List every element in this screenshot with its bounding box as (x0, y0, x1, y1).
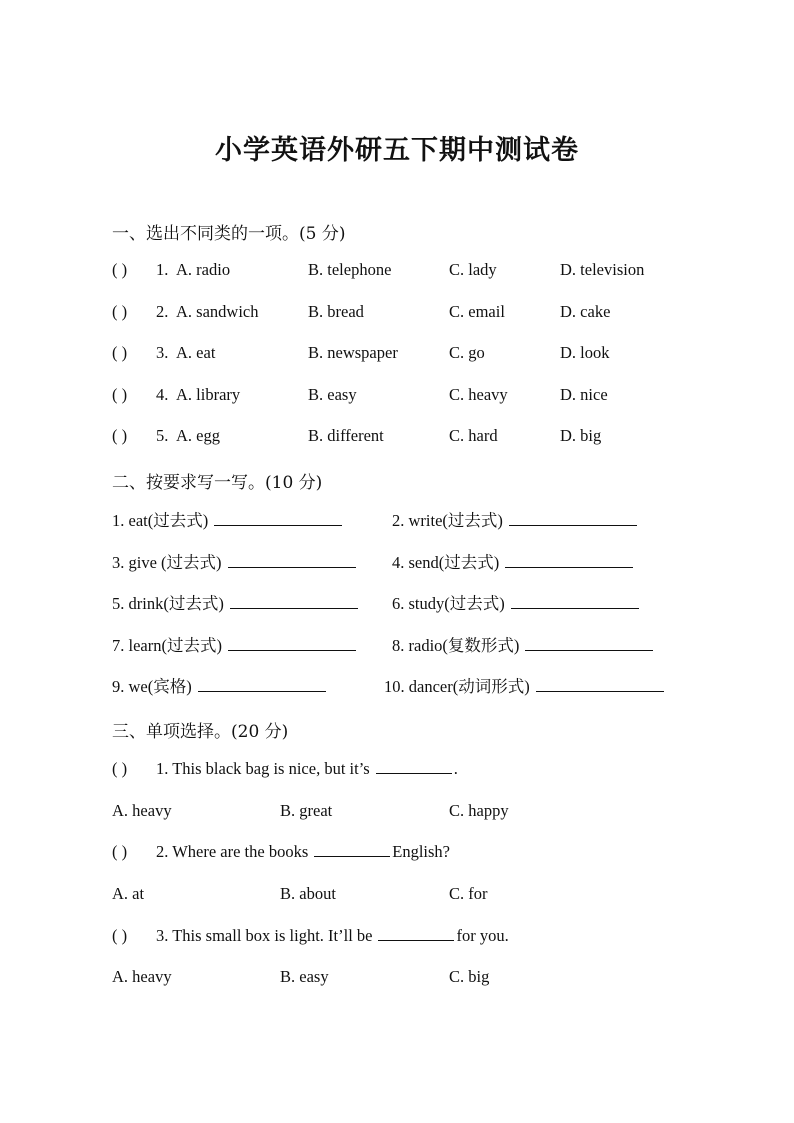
option-c: C. happy (449, 801, 509, 820)
stem-text: 2. Where are the books (156, 842, 309, 861)
section1-question-5 (112, 424, 712, 448)
option-d: D. nice (560, 385, 608, 404)
section3-heading: 三、单项选择。(20 分) (112, 722, 289, 742)
option-a: A. at (112, 884, 145, 903)
question-number: 4. (156, 385, 169, 404)
option-a: A. sandwich (176, 302, 259, 321)
section2-row-1 (112, 509, 712, 533)
answer-bracket[interactable]: ( ) (112, 926, 128, 945)
answer-blank[interactable] (509, 509, 637, 526)
option-c: C. big (449, 967, 490, 986)
section2-row-4 (112, 634, 712, 658)
answer-blank[interactable] (314, 840, 390, 857)
item-prompt: 6. study(过去式) (392, 594, 505, 613)
answer-bracket[interactable]: ( ) (112, 385, 128, 404)
option-c: C. email (449, 302, 505, 321)
option-d: D. cake (560, 302, 611, 321)
option-a: A. radio (176, 260, 231, 279)
answer-bracket[interactable]: ( ) (112, 759, 128, 778)
option-b: B. telephone (308, 260, 392, 279)
item-prompt: 8. radio(复数形式) (392, 636, 520, 655)
item-prompt: 7. learn(过去式) (112, 636, 222, 655)
fill-item-right (392, 551, 633, 575)
answer-blank[interactable] (376, 757, 452, 774)
option-a: A. eat (176, 343, 216, 362)
answer-blank[interactable] (230, 592, 358, 609)
option-a: A. heavy (112, 801, 172, 820)
item-prompt: 2. write(过去式) (392, 511, 503, 530)
fill-item-right (392, 634, 653, 658)
question-stem (156, 924, 509, 948)
answer-bracket[interactable]: ( ) (112, 426, 128, 445)
option-b: B. bread (308, 302, 364, 321)
fill-item-left (112, 634, 356, 658)
stem-text-end: . (453, 759, 458, 778)
section3-options-1 (112, 799, 712, 823)
answer-bracket[interactable]: ( ) (112, 343, 128, 362)
answer-blank[interactable] (214, 509, 342, 526)
item-prompt: 10. dancer(动词形式) (384, 677, 530, 696)
fill-item-left (112, 592, 358, 616)
section2-row-3 (112, 592, 712, 616)
option-a: A. egg (176, 426, 220, 445)
fill-item-left (112, 675, 326, 699)
option-d: D. television (560, 260, 645, 279)
question-number: 3. (156, 343, 169, 362)
stem-text: 1. This black bag is nice, but it’s (156, 759, 370, 778)
answer-blank[interactable] (511, 592, 639, 609)
section3-question-1 (112, 757, 712, 781)
section3-options-3 (112, 965, 712, 989)
option-c: C. lady (449, 260, 497, 279)
answer-blank[interactable] (228, 634, 356, 651)
option-b: B. about (280, 884, 336, 903)
question-number: 2. (156, 302, 169, 321)
option-b: B. great (280, 801, 333, 820)
fill-item-right (392, 592, 639, 616)
section3-question-2 (112, 840, 712, 864)
option-c: C. go (449, 343, 485, 362)
stem-text-end: for you. (456, 926, 509, 945)
option-a: A. library (176, 385, 241, 404)
answer-blank[interactable] (505, 551, 633, 568)
answer-blank[interactable] (378, 924, 454, 941)
section1-question-2 (112, 300, 712, 324)
section3-options-2 (112, 882, 712, 906)
option-b: B. easy (280, 967, 329, 986)
option-b: B. easy (308, 385, 357, 404)
answer-bracket[interactable]: ( ) (112, 302, 128, 321)
item-prompt: 3. give (过去式) (112, 553, 222, 572)
answer-bracket[interactable]: ( ) (112, 260, 128, 279)
item-prompt: 4. send(过去式) (392, 553, 500, 572)
question-stem (156, 757, 458, 781)
option-b: B. different (308, 426, 384, 445)
item-prompt: 5. drink(过去式) (112, 594, 224, 613)
stem-text: 3. This small box is light. It’ll be (156, 926, 373, 945)
option-c: C. hard (449, 426, 498, 445)
option-a: A. heavy (112, 967, 172, 986)
question-number: 5. (156, 426, 169, 445)
option-d: D. big (560, 426, 602, 445)
section2-heading: 二、按要求写一写。(10 分) (112, 473, 323, 493)
answer-blank[interactable] (228, 551, 356, 568)
question-stem (156, 840, 450, 864)
question-number: 1. (156, 260, 169, 279)
fill-item-right (392, 509, 637, 533)
option-c: C. heavy (449, 385, 508, 404)
item-prompt: 9. we(宾格) (112, 677, 192, 696)
section2-row-2 (112, 551, 712, 575)
fill-item-left (112, 551, 356, 575)
page-title: 小学英语外研五下期中测试卷 (215, 135, 579, 166)
section3-question-3 (112, 924, 712, 948)
answer-blank[interactable] (198, 675, 326, 692)
section1-question-1 (112, 258, 712, 282)
answer-bracket[interactable]: ( ) (112, 842, 128, 861)
section1-heading: 一、选出不同类的一项。(5 分) (112, 224, 346, 244)
answer-blank[interactable] (536, 675, 664, 692)
option-b: B. newspaper (308, 343, 398, 362)
answer-blank[interactable] (525, 634, 653, 651)
fill-item-right (384, 675, 664, 699)
fill-item-left (112, 509, 342, 533)
section1-question-4 (112, 383, 712, 407)
section2-row-5 (112, 675, 712, 699)
option-c: C. for (449, 884, 488, 903)
section1-question-3 (112, 341, 712, 365)
item-prompt: 1. eat(过去式) (112, 511, 209, 530)
option-d: D. look (560, 343, 610, 362)
stem-text-end: English? (392, 842, 451, 861)
